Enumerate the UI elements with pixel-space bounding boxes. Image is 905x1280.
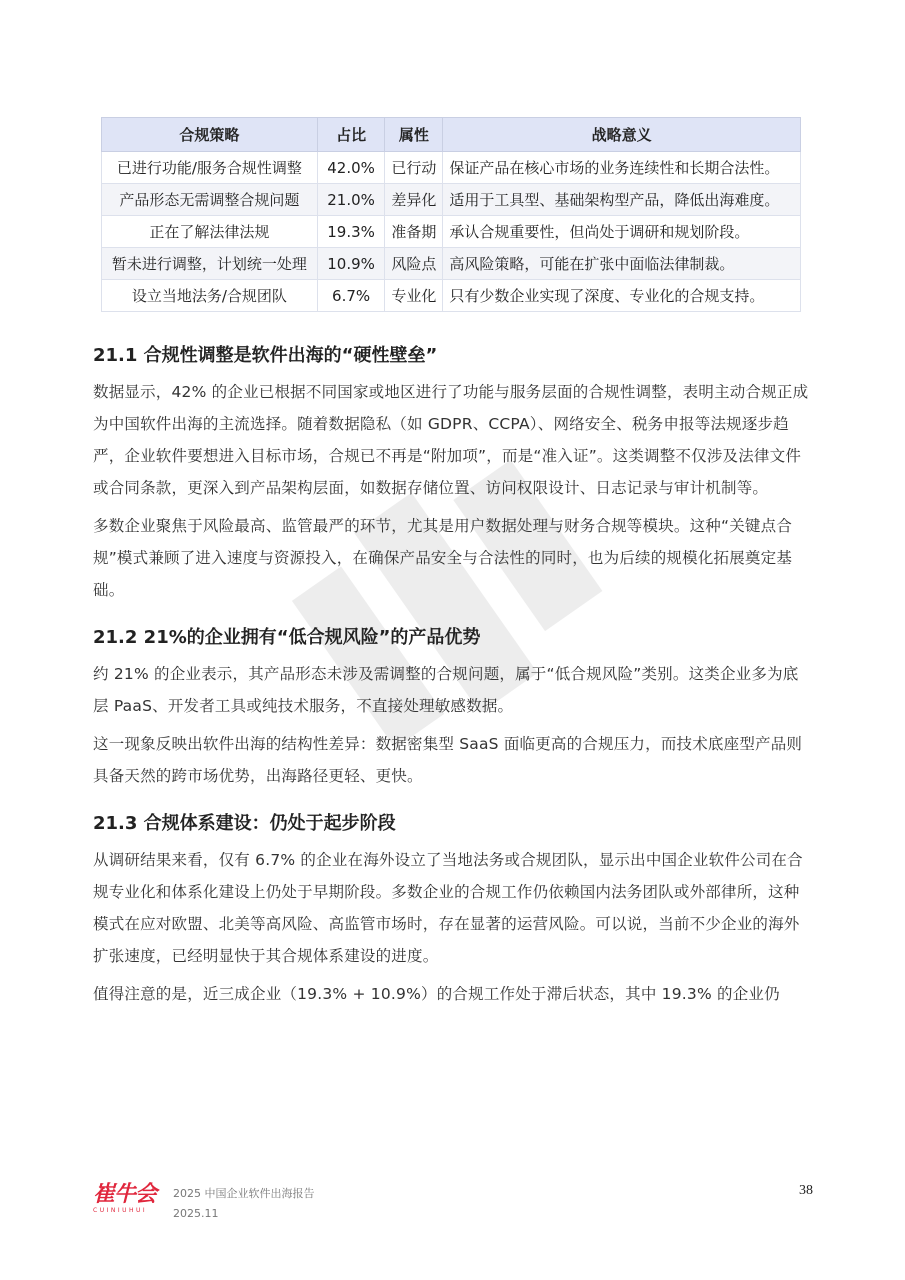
cell-strategy: 设立当地法务/合规团队 [102,280,318,312]
table-row [102,280,801,312]
header-strategy: 合规策略 [102,118,318,152]
section-heading-21-2: 21.2 21%的企业拥有“低合规风险”的产品优势 [93,627,481,648]
cell-strategy: 已进行功能/服务合规性调整 [102,152,318,184]
logo-subtext: CUINIUHUI [93,1207,148,1214]
cell-strategy: 正在了解法律法规 [102,216,318,248]
cell-significance: 保证产品在核心市场的业务连续性和长期合法性。 [443,152,801,184]
compliance-strategy-table [101,117,801,312]
paragraph: 值得注意的是，近三成企业（19.3% + 10.9%）的合规工作处于滞后状态，其中 19.3% 的企业仍 [93,985,780,1003]
cell-share: 19.3% [317,216,385,248]
section-heading-21-3: 21.3 合规体系建设：仍处于起步阶段 [93,813,396,834]
paragraph: 约 21% 的企业表示，其产品形态未涉及需调整的合规问题，属于“低合规风险”类别。这类企业多为底层 PaaS、开发者工具或纯技术服务，不直接处理敏感数据。 [93,665,799,715]
cell-attribute: 风险点 [385,248,443,280]
paragraph: 多数企业聚焦于风险最高、监管最严的环节，尤其是用户数据处理与财务合规等模块。这种“关键点合规”模式兼顾了进入速度与资源投入，在确保产品安全与合法性的同时，也为后续的规模化拓展奠定基础。 [93,517,793,599]
paragraph: 数据显示，42% 的企业已根据不同国家或地区进行了功能与服务层面的合规性调整，表明主动合规正成为中国软件出海的主流选择。随着数据隐私（如 GDPR、CCPA）、网络安全、税务申报等法规逐步趋严，企业软件要想进入目标市场，合规已不再是“附加项”，而是“准入证”。这类调整不仅涉及法律文件或合同条款，更深入到产品架构层面，如数据存储位置、访问权限设计、日志记录与审计机制等。 [93,383,809,497]
table-row [102,216,801,248]
cell-attribute: 专业化 [385,280,443,312]
paragraph: 从调研结果来看，仅有 6.7% 的企业在海外设立了当地法务或合规团队，显示出中国企业软件公司在合规专业化和体系化建设上仍处于早期阶段。多数企业的合规工作仍依赖国内法务团队或外部律所，这种模式在应对欧盟、北美等高风险、高监管市场时，存在显著的运营风险。可以说，当前不少企业的海外扩张速度，已经明显快于其合规体系建设的进度。 [93,851,803,965]
cell-attribute: 准备期 [385,216,443,248]
cell-attribute: 已行动 [385,152,443,184]
report-title: 2025 中国企业软件出海报告 [173,1187,315,1200]
cell-strategy: 产品形态无需调整合规问题 [102,184,318,216]
brand-logo [93,1183,163,1223]
cell-share: 6.7% [317,280,385,312]
cell-significance: 适用于工具型、基础架构型产品，降低出海难度。 [443,184,801,216]
cell-attribute: 差异化 [385,184,443,216]
report-date: 2025.11 [173,1207,219,1220]
page-footer [93,1183,813,1228]
page-number: 38 [799,1183,813,1198]
cell-strategy: 暂未进行调整，计划统一处理 [102,248,318,280]
logo-wordmark: 崔牛会 [93,1182,157,1207]
table-row [102,184,801,216]
table-row [102,152,801,184]
header-significance: 战略意义 [443,118,801,152]
header-share: 占比 [317,118,385,152]
cell-share: 21.0% [317,184,385,216]
section-heading-21-1: 21.1 合规性调整是软件出海的“硬性壁垒” [93,345,438,366]
paragraph: 这一现象反映出软件出海的结构性差异：数据密集型 SaaS 面临更高的合规压力，而技术底座型产品则具备天然的跨市场优势，出海路径更轻、更快。 [93,735,803,785]
header-attribute: 属性 [385,118,443,152]
table-header-row [102,118,801,152]
table-row [102,248,801,280]
article-body [93,336,813,1016]
cell-share: 42.0% [317,152,385,184]
cell-significance: 高风险策略，可能在扩张中面临法律制裁。 [443,248,801,280]
cell-significance: 只有少数企业实现了深度、专业化的合规支持。 [443,280,801,312]
cell-significance: 承认合规重要性，但尚处于调研和规划阶段。 [443,216,801,248]
cell-share: 10.9% [317,248,385,280]
